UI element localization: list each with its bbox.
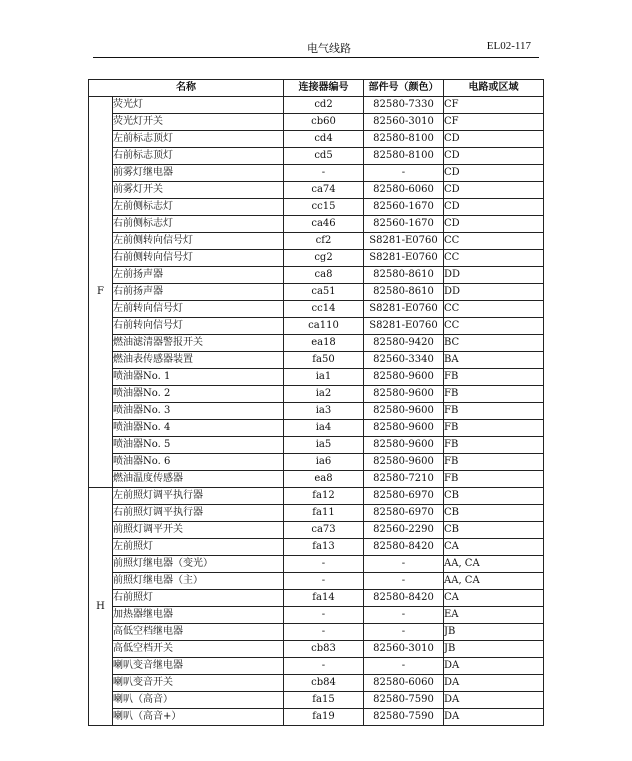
header-rule <box>93 57 539 58</box>
header-title: 电气线路 <box>307 42 351 55</box>
part-number-cell: - <box>364 658 444 675</box>
circuit-cell: AA, CA <box>444 556 544 573</box>
connector-number-cell: - <box>284 573 364 590</box>
table-row <box>89 437 544 454</box>
component-name-cell: 右前转向信号灯 <box>113 318 284 335</box>
table-row <box>89 420 544 437</box>
connector-number-cell: cd4 <box>284 131 364 148</box>
part-number-cell: 82580-7330 <box>364 97 444 114</box>
component-name-cell: 左前扬声器 <box>113 267 284 284</box>
component-name-cell: 喷油器No. 5 <box>113 437 284 454</box>
component-name-cell: 喇叭（高音） <box>113 692 284 709</box>
part-number-cell: 82580-9600 <box>364 403 444 420</box>
part-number-cell: 82580-7590 <box>364 709 444 726</box>
circuit-cell: CD <box>444 148 544 165</box>
column-header-part-number: 部件号（颜色） <box>364 80 444 97</box>
component-name-cell: 喷油器No. 1 <box>113 369 284 386</box>
circuit-cell: BC <box>444 335 544 352</box>
part-number-cell: 82560-1670 <box>364 199 444 216</box>
component-name-cell: 喇叭变音开关 <box>113 675 284 692</box>
component-name-cell: 前照灯继电器（变光） <box>113 556 284 573</box>
connector-number-cell: cf2 <box>284 233 364 250</box>
circuit-cell: CB <box>444 505 544 522</box>
connector-number-cell: ea18 <box>284 335 364 352</box>
component-name-cell: 喷油器No. 2 <box>113 386 284 403</box>
circuit-cell: CD <box>444 165 544 182</box>
component-name-cell: 喷油器No. 4 <box>113 420 284 437</box>
table-row <box>89 148 544 165</box>
component-name-cell: 左前转向信号灯 <box>113 301 284 318</box>
table-row <box>89 335 544 352</box>
circuit-cell: FB <box>444 403 544 420</box>
connector-number-cell: ia4 <box>284 420 364 437</box>
circuit-cell: DA <box>444 675 544 692</box>
component-name-cell: 右前照灯 <box>113 590 284 607</box>
part-number-cell: - <box>364 624 444 641</box>
connector-table <box>88 79 544 726</box>
table-row <box>89 624 544 641</box>
connector-number-cell: cc15 <box>284 199 364 216</box>
component-name-cell: 荧光灯开关 <box>113 114 284 131</box>
circuit-cell: FB <box>444 420 544 437</box>
connector-number-cell: fa50 <box>284 352 364 369</box>
connector-number-cell: cg2 <box>284 250 364 267</box>
table-row <box>89 709 544 726</box>
part-number-cell: 82580-9420 <box>364 335 444 352</box>
part-number-cell: - <box>364 556 444 573</box>
connector-number-cell: ca74 <box>284 182 364 199</box>
table-row <box>89 590 544 607</box>
connector-number-cell: fa19 <box>284 709 364 726</box>
table-row <box>89 216 544 233</box>
table-header-row <box>89 80 544 97</box>
part-number-cell: 82580-7590 <box>364 692 444 709</box>
circuit-cell: CC <box>444 301 544 318</box>
circuit-cell: JB <box>444 641 544 658</box>
table-row <box>89 471 544 488</box>
connector-number-cell: cd5 <box>284 148 364 165</box>
part-number-cell: S8281-E0760 <box>364 301 444 318</box>
circuit-cell: CC <box>444 233 544 250</box>
part-number-cell: 82580-6060 <box>364 675 444 692</box>
part-number-cell: 82580-8100 <box>364 148 444 165</box>
circuit-cell: DA <box>444 709 544 726</box>
part-number-cell: 82560-2290 <box>364 522 444 539</box>
column-header-name: 名称 <box>89 80 284 97</box>
part-number-cell: 82580-6970 <box>364 488 444 505</box>
table-row <box>89 539 544 556</box>
part-number-cell: - <box>364 165 444 182</box>
circuit-cell: CC <box>444 318 544 335</box>
circuit-cell: DA <box>444 658 544 675</box>
part-number-cell: 82580-7210 <box>364 471 444 488</box>
part-number-cell: 82580-9600 <box>364 437 444 454</box>
connector-number-cell: cd2 <box>284 97 364 114</box>
component-name-cell: 喇叭变音继电器 <box>113 658 284 675</box>
connector-number-cell: - <box>284 658 364 675</box>
component-name-cell: 喇叭（高音+） <box>113 709 284 726</box>
part-number-cell: S8281-E0760 <box>364 318 444 335</box>
part-number-cell: 82560-3340 <box>364 352 444 369</box>
part-number-cell: 82580-8420 <box>364 539 444 556</box>
connector-number-cell: ia2 <box>284 386 364 403</box>
component-name-cell: 燃油表传感器装置 <box>113 352 284 369</box>
component-name-cell: 燃油滤清器警报开关 <box>113 335 284 352</box>
table-row <box>89 641 544 658</box>
part-number-cell: 82560-3010 <box>364 641 444 658</box>
part-number-cell: 82580-8100 <box>364 131 444 148</box>
table-row <box>89 267 544 284</box>
table-row <box>89 97 544 114</box>
connector-number-cell: cc14 <box>284 301 364 318</box>
component-name-cell: 右前标志顶灯 <box>113 148 284 165</box>
component-name-cell: 高低空档开关 <box>113 641 284 658</box>
connector-number-cell: ea8 <box>284 471 364 488</box>
component-name-cell: 前雾灯开关 <box>113 182 284 199</box>
component-name-cell: 燃油温度传感器 <box>113 471 284 488</box>
component-name-cell: 左前照灯 <box>113 539 284 556</box>
section-label: H <box>89 488 113 726</box>
component-name-cell: 右前侧转向信号灯 <box>113 250 284 267</box>
table-row <box>89 318 544 335</box>
circuit-cell: CF <box>444 97 544 114</box>
table-row <box>89 114 544 131</box>
circuit-cell: CD <box>444 131 544 148</box>
component-name-cell: 前照灯继电器（主） <box>113 573 284 590</box>
connector-number-cell: cb83 <box>284 641 364 658</box>
table-row <box>89 505 544 522</box>
table-body <box>89 97 544 726</box>
table-row <box>89 165 544 182</box>
part-number-cell: 82580-8610 <box>364 267 444 284</box>
table-row <box>89 131 544 148</box>
part-number-cell: 82580-6060 <box>364 182 444 199</box>
part-number-cell: - <box>364 607 444 624</box>
connector-number-cell: cb60 <box>284 114 364 131</box>
circuit-cell: DD <box>444 267 544 284</box>
table-row <box>89 369 544 386</box>
table-row <box>89 182 544 199</box>
table-row <box>89 556 544 573</box>
table-row <box>89 573 544 590</box>
part-number-cell: 82560-3010 <box>364 114 444 131</box>
part-number-cell: 82580-8610 <box>364 284 444 301</box>
table-row <box>89 250 544 267</box>
table-row <box>89 386 544 403</box>
circuit-cell: AA, CA <box>444 573 544 590</box>
circuit-cell: FB <box>444 471 544 488</box>
connector-number-cell: ia6 <box>284 454 364 471</box>
circuit-cell: CA <box>444 539 544 556</box>
circuit-cell: CB <box>444 522 544 539</box>
connector-number-cell: fa14 <box>284 590 364 607</box>
part-number-cell: S8281-E0760 <box>364 233 444 250</box>
connector-number-cell: ia1 <box>284 369 364 386</box>
part-number-cell: 82580-6970 <box>364 505 444 522</box>
component-name-cell: 加热器继电器 <box>113 607 284 624</box>
connector-number-cell: fa12 <box>284 488 364 505</box>
connector-number-cell: - <box>284 165 364 182</box>
connector-number-cell: ca51 <box>284 284 364 301</box>
component-name-cell: 前照灯调平开关 <box>113 522 284 539</box>
connector-number-cell: ia3 <box>284 403 364 420</box>
part-number-cell: 82580-8420 <box>364 590 444 607</box>
circuit-cell: DA <box>444 692 544 709</box>
table-row <box>89 522 544 539</box>
table-row <box>89 199 544 216</box>
table-row <box>89 658 544 675</box>
connector-number-cell: cb84 <box>284 675 364 692</box>
component-name-cell: 右前扬声器 <box>113 284 284 301</box>
column-header-circuit: 电路或区域 <box>444 80 544 97</box>
part-number-cell: 82580-9600 <box>364 420 444 437</box>
component-name-cell: 喷油器No. 6 <box>113 454 284 471</box>
part-number-cell: S8281-E0760 <box>364 250 444 267</box>
table-row <box>89 352 544 369</box>
component-name-cell: 喷油器No. 3 <box>113 403 284 420</box>
circuit-cell: CD <box>444 199 544 216</box>
connector-number-cell: ia5 <box>284 437 364 454</box>
part-number-cell: 82580-9600 <box>364 386 444 403</box>
component-name-cell: 右前照灯调平执行器 <box>113 505 284 522</box>
table-row <box>89 454 544 471</box>
connector-number-cell: ca46 <box>284 216 364 233</box>
connector-number-cell: - <box>284 607 364 624</box>
component-name-cell: 左前标志顶灯 <box>113 131 284 148</box>
circuit-cell: FB <box>444 386 544 403</box>
table-row <box>89 301 544 318</box>
component-name-cell: 左前照灯调平执行器 <box>113 488 284 505</box>
column-header-connector: 连接器编号 <box>284 80 364 97</box>
circuit-cell: FB <box>444 369 544 386</box>
part-number-cell: - <box>364 573 444 590</box>
page-header <box>93 40 539 56</box>
connector-number-cell: - <box>284 624 364 641</box>
circuit-cell: BA <box>444 352 544 369</box>
part-number-cell: 82580-9600 <box>364 369 444 386</box>
circuit-cell: EA <box>444 607 544 624</box>
connector-number-cell: fa13 <box>284 539 364 556</box>
table-row <box>89 675 544 692</box>
table-row <box>89 284 544 301</box>
component-name-cell: 高低空档继电器 <box>113 624 284 641</box>
circuit-cell: CA <box>444 590 544 607</box>
section-label: F <box>89 97 113 488</box>
circuit-cell: FB <box>444 437 544 454</box>
component-name-cell: 左前侧转向信号灯 <box>113 233 284 250</box>
component-name-cell: 荧光灯 <box>113 97 284 114</box>
connector-number-cell: ca110 <box>284 318 364 335</box>
table-row <box>89 403 544 420</box>
circuit-cell: FB <box>444 454 544 471</box>
connector-number-cell: fa11 <box>284 505 364 522</box>
table-row <box>89 607 544 624</box>
component-name-cell: 右前侧标志灯 <box>113 216 284 233</box>
component-name-cell: 前雾灯继电器 <box>113 165 284 182</box>
part-number-cell: 82580-9600 <box>364 454 444 471</box>
circuit-cell: CF <box>444 114 544 131</box>
connector-number-cell: ca8 <box>284 267 364 284</box>
circuit-cell: JB <box>444 624 544 641</box>
connector-number-cell: ca73 <box>284 522 364 539</box>
table-row <box>89 233 544 250</box>
circuit-cell: CB <box>444 488 544 505</box>
circuit-cell: CD <box>444 182 544 199</box>
part-number-cell: 82560-1670 <box>364 216 444 233</box>
page-code: EL02-117 <box>486 40 531 52</box>
table-row <box>89 692 544 709</box>
table-row <box>89 488 544 505</box>
component-name-cell: 左前侧标志灯 <box>113 199 284 216</box>
connector-number-cell: - <box>284 556 364 573</box>
circuit-cell: DD <box>444 284 544 301</box>
circuit-cell: CC <box>444 250 544 267</box>
connector-number-cell: fa15 <box>284 692 364 709</box>
circuit-cell: CD <box>444 216 544 233</box>
